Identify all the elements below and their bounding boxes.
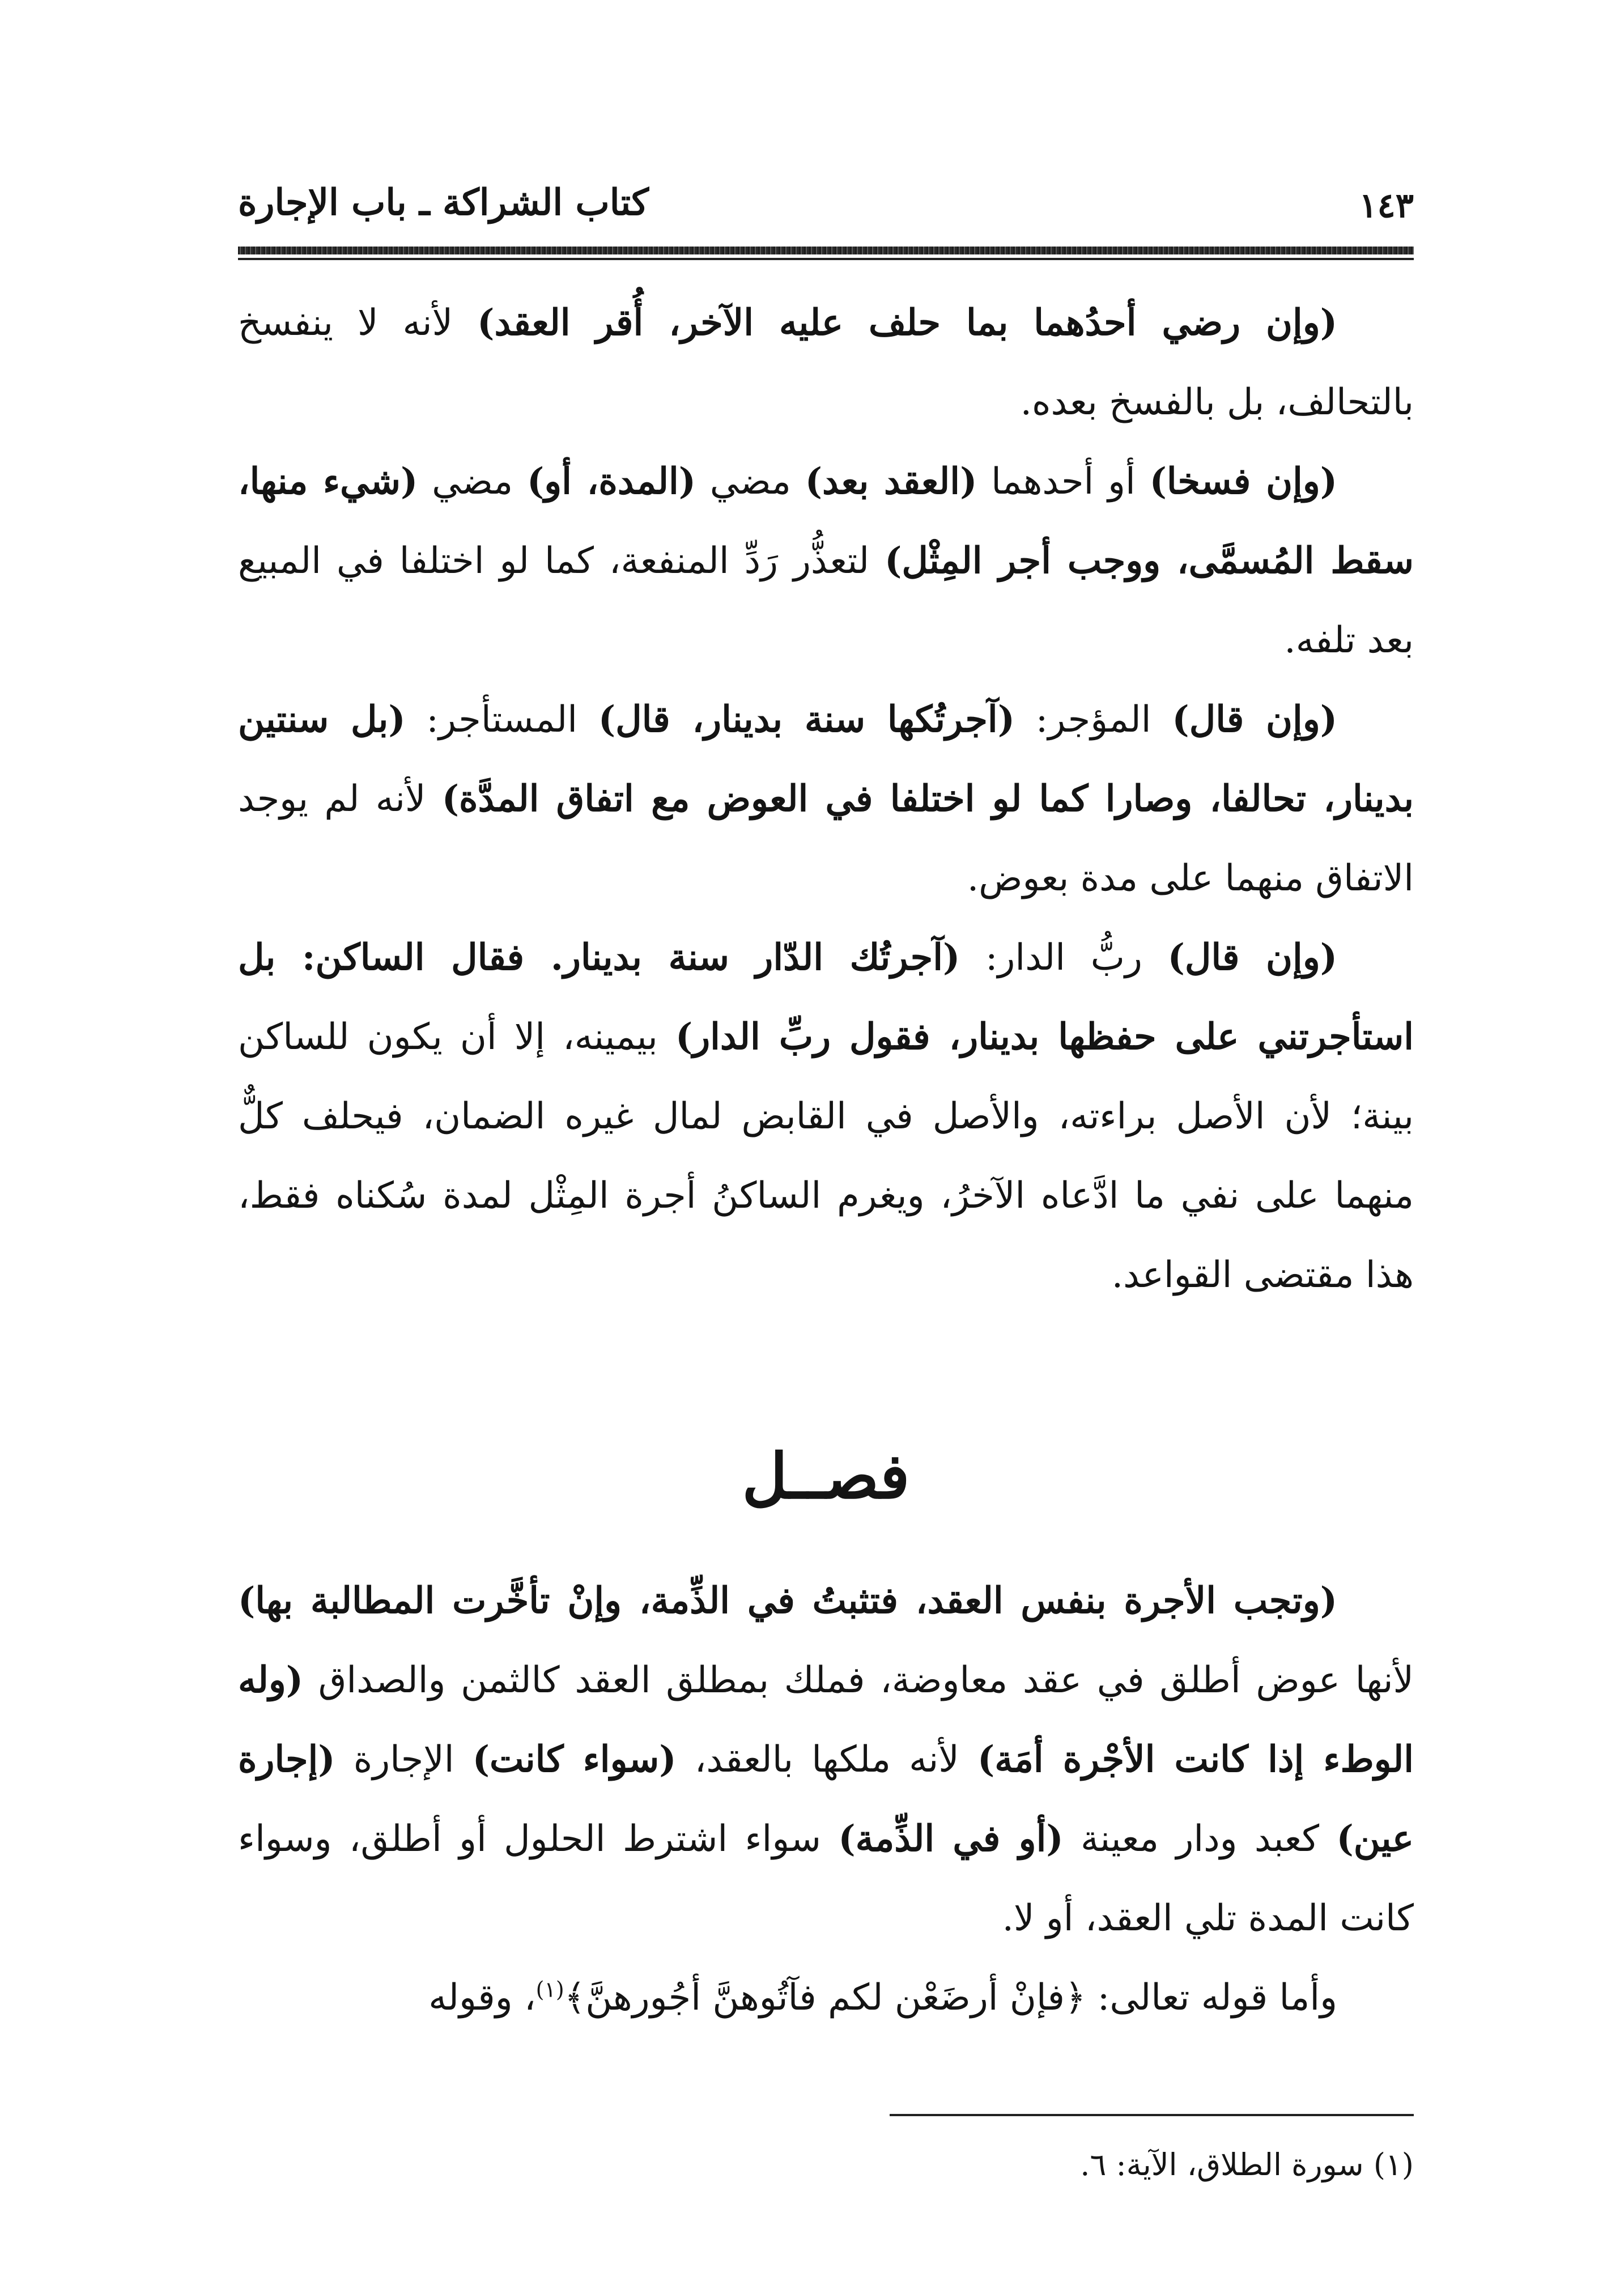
matn-text: (العقد بعد) (805, 460, 977, 503)
sharh-text: ربُّ الدار: (960, 937, 1168, 979)
section-heading: فصــل (742, 1440, 910, 1513)
body-text-part-2 (238, 1561, 1414, 2037)
paragraph (238, 283, 1414, 442)
paragraph (238, 680, 1414, 918)
header-rule (238, 247, 1414, 264)
matn-text: (آجرتُك الدّار سنة بدينار. فقال الساكن: بل استأجرتني على حفظها بدينار، فقول ربِّ الدار) (238, 936, 1414, 1058)
matn-text: (إجارة عين) (238, 1738, 1414, 1860)
paragraph (238, 442, 1414, 680)
sharh-text: لأنه لا ينفسخ بالتحالف، بل بالفسخ بعده. (238, 302, 1414, 423)
sharh-text: بيمينه، إلا أن يكون للساكن بينة؛ لأن الأصل براءته، والأصل في القابض لمال غيره الضمان، فيحلف كلٌّ منهما على نفي ما ادَّعاه الآخرُ، ويغرم الساكنُ أجرة المِثْل لمدة سُكناه فقط، هذا مقتضى القواعد. (238, 1016, 1414, 1296)
footnote-rule (890, 2114, 1414, 2116)
sharh-text: لأنه ملكها بالعقد، (676, 1739, 977, 1781)
footnote: (١) سورة الطلاق، الآية: ٦. (1080, 2147, 1414, 2182)
sharh-text: الإجارة (335, 1739, 473, 1781)
page-number: ١٤٣ (1359, 186, 1414, 226)
matn-text: (وإن رضي أحدُهما بما حلف عليه الآخر، أُقر العقد) (477, 302, 1338, 344)
sharh-text: أو أحدهما (977, 461, 1150, 503)
matn-text: (شيء منها، سقط المُسمَّى، ووجب أجر المِثْل) (238, 460, 1414, 582)
sharh-text: مضي (418, 461, 527, 503)
sharh-text: لأنها عوض أطلق في عقد معاوضة، فملك بمطلق العقد كالثمن والصداق (303, 1659, 1414, 1701)
sharh-text: مضي (696, 461, 805, 503)
body-text-part-1 (238, 283, 1414, 1315)
header-rule-thick (238, 247, 1414, 254)
sharh-text: لتعذُّر رَدِّ المنفعة، كما لو اختلفا في المبيع بعد تلفه. (238, 540, 1414, 661)
matn-text: (وإن قال) (1172, 698, 1338, 741)
matn-text: (سواء كانت) (472, 1738, 677, 1781)
matn-text: (وتجب الأجرة بنفس العقد، فتثبتُ في الذِّمة، وإنْ تأخَّرت المطالبة بها) (238, 1579, 1338, 1622)
running-title: كتاب الشراكة ـ باب الإجارة (238, 181, 649, 224)
sharh-text: ، وقوله (428, 1977, 536, 2019)
matn-text: (وإن فسخا) (1149, 460, 1338, 503)
matn-text: (أو في الذِّمة) (838, 1818, 1064, 1860)
matn-text: (وله الوطء إذا كانت الأجْرة أمَة) (238, 1659, 1414, 1781)
matn-text: (بل سنتين بدينار، تحالفا، وصارا كما لو اختلفا في العوض مع اتفاق المدَّة) (238, 698, 1414, 820)
matn-text: (المدة، أو) (526, 460, 696, 503)
footnote-marker: (١) (535, 1977, 564, 2002)
sharh-text: لأنه لم يوجد الاتفاق منهما على مدة بعوض. (238, 778, 1414, 899)
paragraph (238, 1958, 1414, 2037)
matn-text: (آجرتُكها سنة بدينار، قال) (598, 698, 1015, 741)
header-rule-thin (238, 258, 1414, 260)
sharh-text: سواء اشترط الحلول أو أطلق، وسواء كانت المدة تلي العقد، أو لا. (238, 1818, 1414, 1939)
sharh-text: وأما قوله تعالى: ﴿فإنْ أرضَعْن لكم فآتُوهنَّ أجُورهنَّ﴾ (564, 1977, 1337, 2019)
matn-text: (وإن قال) (1167, 936, 1338, 979)
sharh-text: كعبد ودار معينة (1063, 1818, 1337, 1860)
paragraph (238, 918, 1414, 1315)
sharh-text: المؤجر: (1014, 699, 1172, 741)
running-header (238, 181, 1414, 232)
paragraph (238, 1561, 1414, 1958)
sharh-text: المستأجر: (405, 699, 598, 741)
